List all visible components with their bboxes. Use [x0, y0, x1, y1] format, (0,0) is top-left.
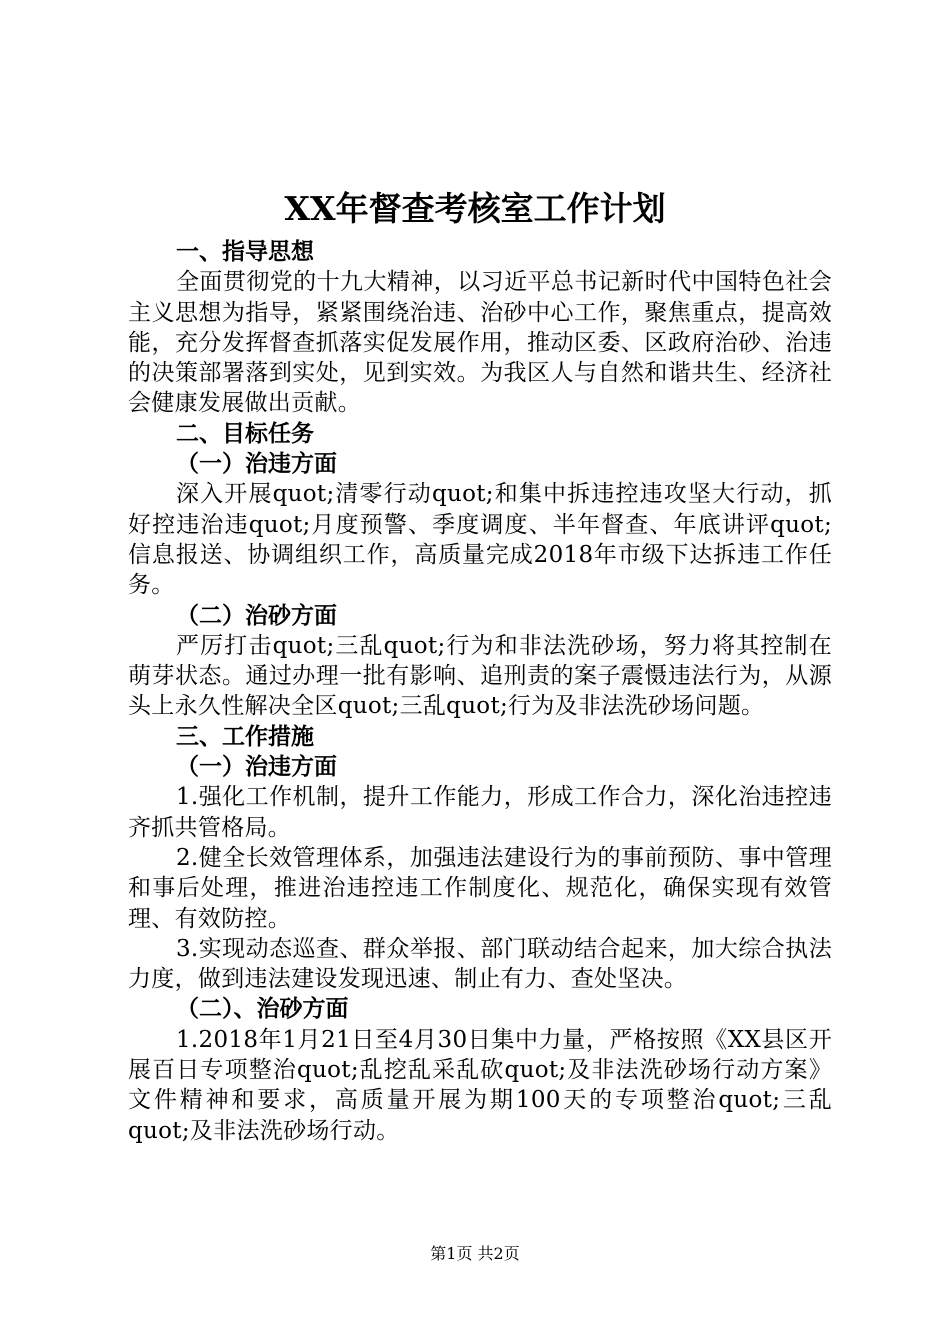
paragraph: 2.健全长效管理体系，加强违法建设行为的事前预防、事中管理和事后处理，推进治违控违工作制度化、规范化，确保实现有效管理、有效防控。: [128, 844, 832, 932]
document-body: [128, 237, 832, 1146]
page-footer: 第1页 共2页: [430, 1244, 520, 1263]
paragraph: 3.实现动态巡查、群众举报、部门联动结合起来，加大综合执法力度，做到违法建设发现迅速、制止有力、查处坚决。: [128, 935, 832, 993]
paragraph: 深入开展quot;清零行动quot;和集中拆违控违攻坚大行动，抓好控违治违quot;月度预警、季度调度、半年督查、年底讲评quot;信息报送、协调组织工作，高质量完成2018年市级下达拆违工作任务。: [128, 481, 832, 599]
document-title: XX年督查考核室工作计划: [284, 189, 666, 228]
subsection-heading: （二）治砂方面: [176, 602, 337, 629]
paragraph: 严厉打击quot;三乱quot;行为和非法洗砂场，努力将其控制在萌芽状态。通过办理一批有影响、追刑责的案子震慑违法行为，从源头上永久性解决全区quot;三乱quot;行为及非法洗砂场问题。: [128, 632, 832, 720]
paragraph: 1.强化工作机制，提升工作能力，形成工作合力，深化治违控违齐抓共管格局。: [128, 784, 832, 841]
subsection-heading: （一）治违方面: [176, 754, 337, 781]
paragraph: 1.2018年1月21日至4月30日集中力量，严格按照《XX县区开展百日专项整治quot;乱挖乱采乱砍quot;及非法洗砂场行动方案》文件精神和要求，高质量开展为期100天的专项整治quot;三乱quot;及非法洗砂场行动。: [128, 1026, 832, 1144]
subsection-heading: （一）治违方面: [176, 451, 337, 478]
paragraph: 全面贯彻党的十九大精神，以习近平总书记新时代中国特色社会主义思想为指导，紧紧围绕治违、治砂中心工作，聚焦重点，提高效能，充分发挥督查抓落实促发展作用，推动区委、区政府治砂、治违的决策部署落到实处，见到实效。为我区人与自然和谐共生、经济社会健康发展做出贡献。: [128, 269, 832, 417]
section-heading: 二、目标任务: [176, 420, 314, 447]
section-heading: 三、工作措施: [176, 723, 314, 750]
section-heading: 一、指导思想: [176, 239, 314, 265]
subsection-heading: （二）、治砂方面: [176, 996, 349, 1023]
